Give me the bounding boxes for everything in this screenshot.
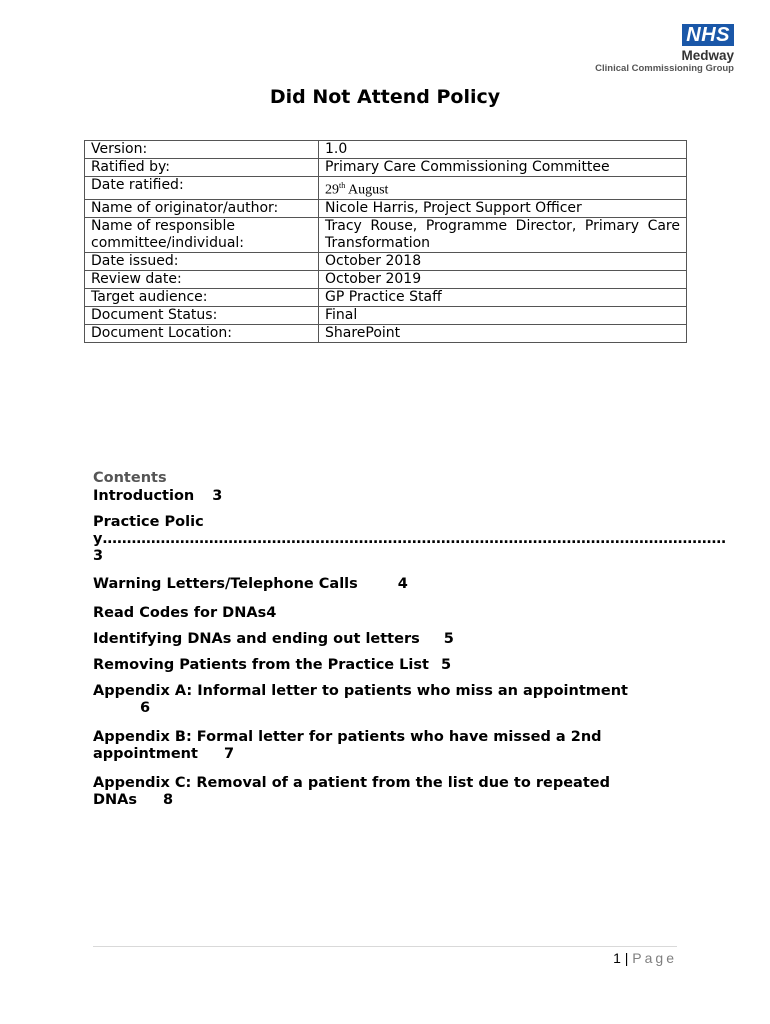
toc-entry-text: Identifying DNAs and ending out letters (93, 631, 420, 647)
info-value: Primary Care Commissioning Committee (319, 159, 687, 177)
info-value: Tracy Rouse, Programme Director, Primary Care Transformation (319, 217, 687, 252)
toc-entry-page: 4 (266, 605, 277, 621)
info-key: Document Status: (85, 306, 319, 324)
toc-entry-practice-policy[interactable] (93, 514, 726, 565)
table-of-contents (93, 470, 726, 809)
toc-entry-introduction[interactable] (93, 488, 676, 505)
info-key: Ratified by: (85, 159, 319, 177)
toc-entry-page: 7 (223, 746, 235, 762)
table-row (85, 217, 687, 252)
table-row (85, 252, 687, 270)
footer-divider (93, 946, 677, 947)
toc-entry-page: 3 (212, 488, 223, 504)
info-key: Date ratified: (85, 177, 319, 200)
table-row (85, 177, 687, 200)
page-number-value: 1 (613, 950, 621, 966)
info-key: Document Location: (85, 324, 319, 342)
toc-entry-appendix-c[interactable] (93, 775, 676, 809)
toc-entry-page: 4 (397, 576, 408, 592)
toc-entry-text: Practice Policy………………………………………………………………………………………………………………… (93, 514, 726, 547)
date-day: 29 (325, 182, 339, 198)
info-value: 1.0 (319, 141, 687, 159)
date-suffix: th (339, 181, 346, 190)
info-key: Date issued: (85, 252, 319, 270)
toc-entry-page: 8 (163, 792, 174, 808)
toc-entry-text: Read Codes for DNAs (93, 605, 267, 621)
info-value: SharePoint (319, 324, 687, 342)
toc-entry-page: 5 (440, 657, 452, 673)
info-value (319, 177, 687, 200)
toc-entry-text: Warning Letters/Telephone Calls (93, 576, 358, 592)
nhs-logo (595, 24, 734, 74)
date-month: August (345, 182, 389, 198)
info-key: Version: (85, 141, 319, 159)
document-info-table (84, 140, 687, 343)
table-row (85, 288, 687, 306)
info-key: Target audience: (85, 288, 319, 306)
info-value: Nicole Harris, Project Support Officer (319, 199, 687, 217)
toc-entry-text: Appendix A: Informal letter to patients who miss an appointment (93, 683, 628, 699)
info-value: October 2018 (319, 252, 687, 270)
toc-entry-identifying-dnas[interactable] (93, 631, 676, 648)
table-row (85, 141, 687, 159)
toc-entry-page: 3 (93, 548, 104, 564)
table-row (85, 270, 687, 288)
page-label: Page (632, 950, 677, 966)
toc-entry-text: Removing Patients from the Practice List (93, 657, 429, 673)
info-key: Name of originator/author: (85, 199, 319, 217)
toc-entry-page: 5 (443, 631, 454, 647)
toc-entry-text: Introduction (93, 488, 195, 504)
nhs-logo-mark: NHS (682, 24, 734, 46)
toc-entry-read-codes[interactable] (93, 605, 676, 622)
contents-heading: Contents (93, 470, 167, 486)
info-value: GP Practice Staff (319, 288, 687, 306)
page-separator: | (624, 950, 629, 966)
table-row (85, 306, 687, 324)
toc-entry-appendix-b[interactable] (93, 729, 676, 763)
logo-organisation: Medway (681, 48, 734, 63)
info-value: October 2019 (319, 270, 687, 288)
table-row (85, 159, 687, 177)
toc-entry-warning-letters[interactable] (93, 576, 676, 593)
info-value: Final (319, 306, 687, 324)
toc-entry-text: Appendix B: Formal letter for patients who have missed a 2nd appointment (93, 729, 602, 762)
toc-entry-page: 6 (140, 700, 151, 716)
info-key: Name of responsible committee/individual: (85, 217, 319, 252)
page-number (613, 950, 677, 966)
toc-entry-text: Appendix C: Removal of a patient from the list due to repeated DNAs (93, 775, 610, 808)
document-title: Did Not Attend Policy (269, 86, 501, 108)
logo-subtitle: Clinical Commissioning Group (595, 63, 734, 74)
table-row (85, 324, 687, 342)
info-key: Review date: (85, 270, 319, 288)
table-row (85, 199, 687, 217)
toc-entry-removing-patients[interactable] (93, 657, 676, 674)
toc-entry-appendix-a[interactable] (93, 683, 676, 717)
